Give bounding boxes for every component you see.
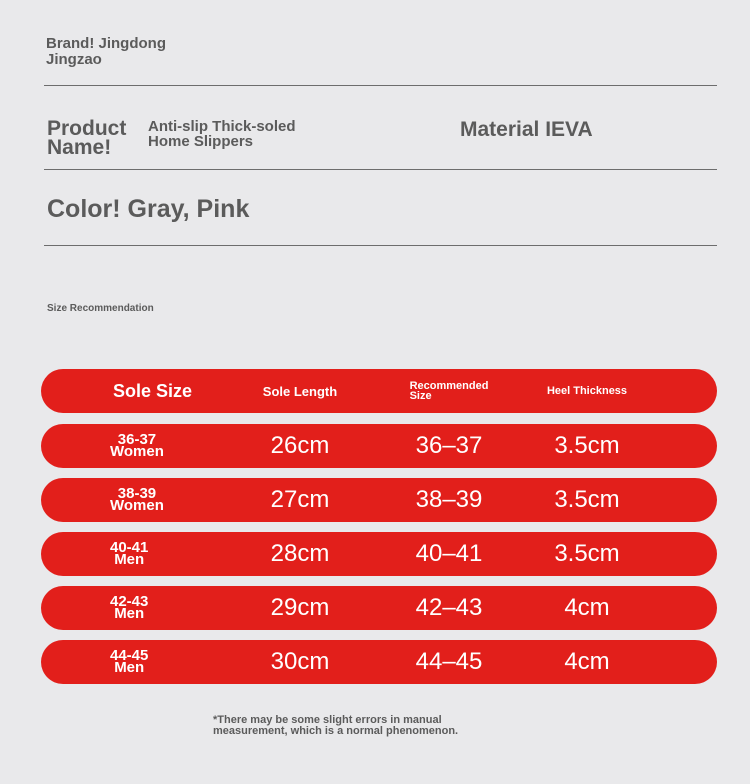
row-sole-length: 30cm (270, 648, 330, 675)
product-name-label: Product Name! (47, 117, 127, 159)
table-row (41, 424, 717, 468)
row-sole-size: 40-41 Men (110, 539, 149, 568)
measurement-note: *There may be some slight errors in manual measurement, which is a normal phenomenon. (213, 714, 459, 737)
size-recommendation-heading: Size Recommendation (47, 303, 154, 314)
color-label: Color! Gray, Pink (47, 195, 250, 223)
header-sole-length: Sole Length (262, 383, 338, 399)
row-sole-length: 26cm (270, 432, 330, 459)
header-heel-thickness: Heel Thickness (546, 385, 628, 397)
row-heel-thickness: 3.5cm (554, 540, 620, 567)
table-row (41, 640, 717, 684)
row-heel-thickness: 3.5cm (554, 486, 620, 513)
row-sole-size: 44-45 Men (110, 647, 149, 676)
row-recommended-size: 40–41 (415, 540, 483, 567)
row-sole-size: 38-39 Women (110, 485, 164, 514)
row-recommended-size: 44–45 (415, 648, 483, 675)
material-label: Material IEVA (460, 118, 593, 141)
size-table-header (41, 369, 717, 413)
header-sole-size: Sole Size (113, 380, 193, 401)
table-row (41, 532, 717, 576)
row-recommended-size: 42–43 (415, 594, 483, 621)
product-name-value: Anti-slip Thick-soled Home Slippers (148, 118, 296, 150)
row-recommended-size: 38–39 (415, 486, 483, 513)
header-recommended-size: Recommended Size (409, 380, 489, 402)
row-sole-length: 29cm (270, 594, 330, 621)
row-heel-thickness: 3.5cm (554, 432, 620, 459)
row-heel-thickness: 4cm (564, 648, 610, 675)
row-sole-length: 28cm (270, 540, 330, 567)
table-row (41, 478, 717, 522)
row-sole-size: 36-37 Women (110, 431, 164, 460)
row-recommended-size: 36–37 (415, 432, 483, 459)
row-sole-length: 27cm (270, 486, 330, 513)
table-row (41, 586, 717, 630)
divider (44, 169, 717, 170)
row-heel-thickness: 4cm (564, 594, 610, 621)
divider (44, 85, 717, 86)
row-sole-size: 42-43 Men (110, 593, 149, 622)
brand-label: Brand! Jingdong Jingzao (46, 35, 166, 68)
divider (44, 245, 717, 246)
